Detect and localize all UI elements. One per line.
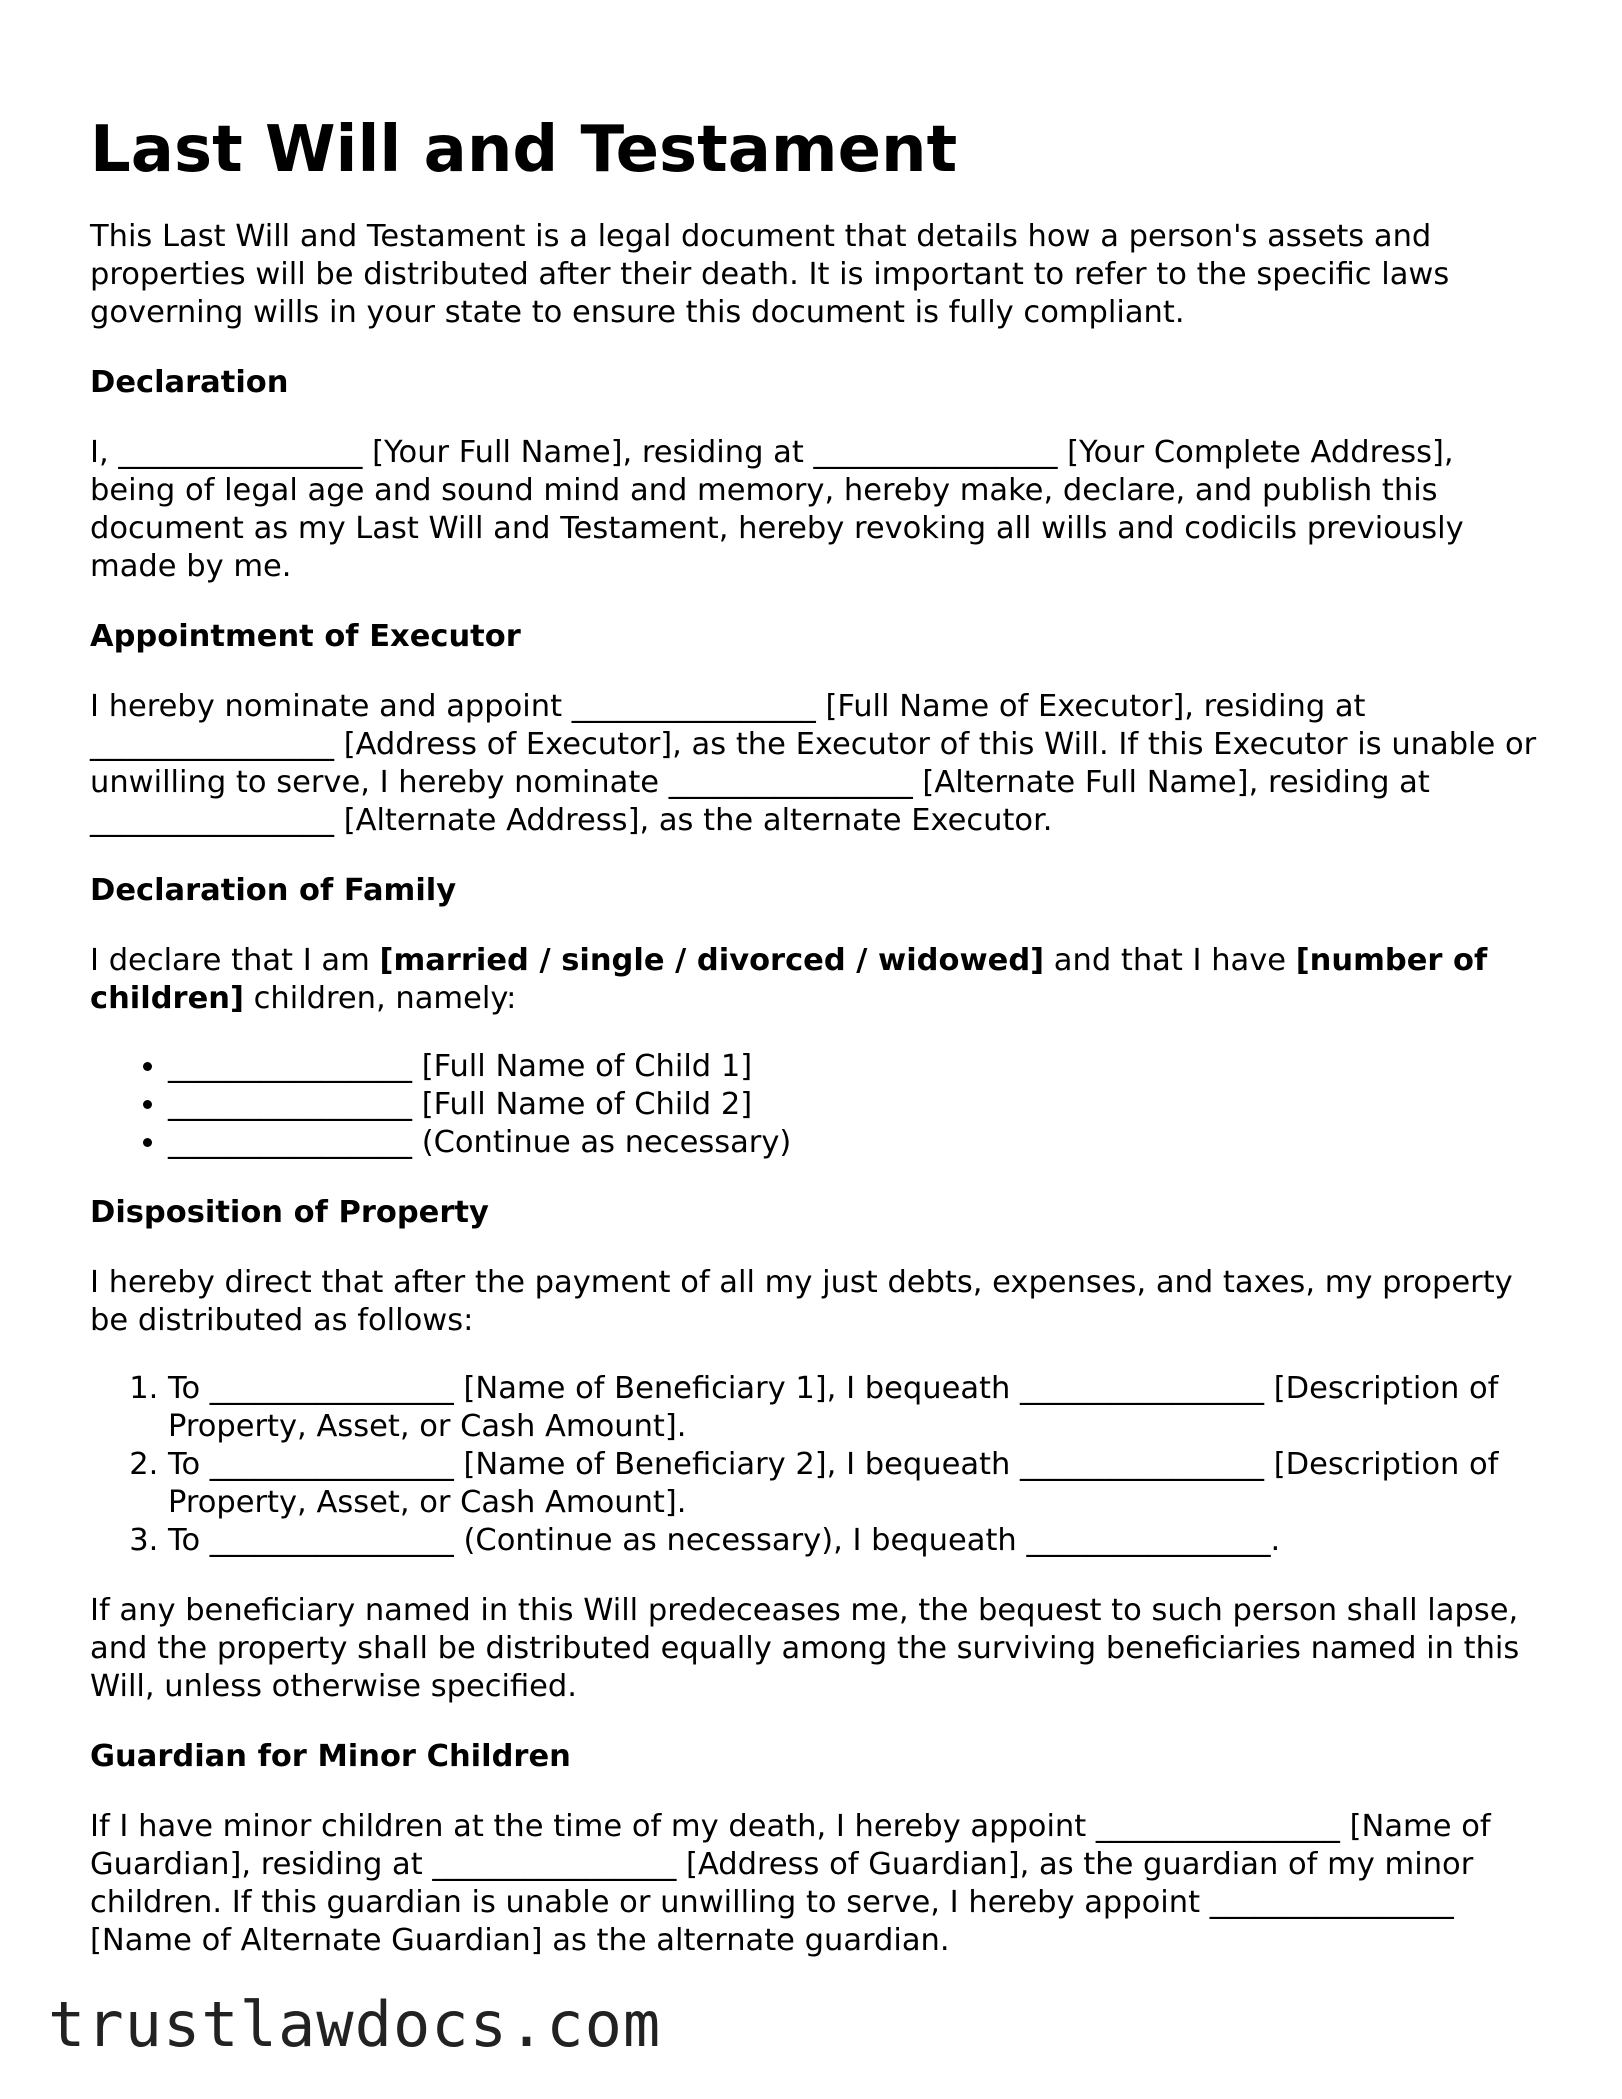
document-title: Last Will and Testament (90, 113, 958, 187)
family-heading: Declaration of Family (90, 873, 457, 908)
list-item: • ________________ [Full Name of Child 2] (168, 1086, 1540, 1124)
executor-heading: Appointment of Executor (90, 619, 521, 654)
family-text-start: I declare that I am (90, 943, 380, 978)
property-paragraph: I hereby direct that after the payment of all my just debts, expenses, and taxes, my property be distributed as follows: (90, 1265, 1513, 1338)
lapse-paragraph: If any beneficiary named in this Will predeceases me, the bequest to such person shall lapse, and the property shall be distributed equally among the surviving beneficiaries named in this Will, unless otherwise specified. (90, 1593, 1520, 1704)
bequest-list (90, 1370, 1540, 1560)
property-heading: Disposition of Property (90, 1195, 489, 1230)
number-of-children: [number of children] (90, 943, 1488, 1016)
declaration-paragraph: I, ________________ [Your Full Name], residing at ________________ [Your Complete Address], being of legal age and sound mind and memory, hereby make, declare, and publish this document as my Last Will and Testament, hereby revoking all wills and codicils previously made by me. (90, 435, 1464, 584)
declaration-heading: Declaration (90, 365, 289, 400)
family-text-end: children, namely: (243, 981, 517, 1016)
list-item: • ________________ [Full Name of Child 1] (168, 1048, 1540, 1086)
list-item: 2. To ________________ [Name of Beneficiary 2], I bequeath ________________ [Description of Property, Asset, or Cash Amount]. (168, 1446, 1540, 1522)
guardian-paragraph: If I have minor children at the time of my death, I hereby appoint ________________ [Name of Guardian], residing at ________________ [Address of Guardian], as the guardian of my minor children. If this guardian is unable or unwilling to serve, I hereby appoint ________________ [Name of Alternate Guardian] as the alternate guardian. (90, 1809, 1491, 1958)
list-item: 1. To ________________ [Name of Beneficiary 1], I bequeath ________________ [Description of Property, Asset, or Cash Amount]. (168, 1370, 1540, 1446)
executor-paragraph: I hereby nominate and appoint ________________ [Full Name of Executor], residing at ________________ [Address of Executor], as the Executor of this Will. If this Executor is unable or unwilling to serve, I hereby nominate ________________ [Alternate Full Name], residing at ________________ [Alternate Address], as the alternate Executor. (90, 689, 1537, 838)
marital-status-options: [married / single / divorced / widowed] (379, 943, 1045, 978)
family-text-mid: and that I have (1044, 943, 1296, 978)
list-item: • ________________ (Continue as necessary) (168, 1124, 1540, 1162)
document-page (90, 108, 1540, 1992)
list-item: 3. To ________________ (Continue as necessary), I bequeath ________________. (168, 1522, 1540, 1560)
watermark: trustlawdocs.com (48, 1988, 662, 2061)
intro-paragraph: This Last Will and Testament is a legal document that details how a person's assets and properties will be distributed after their death. It is important to refer to the specific laws governing wills in your state to ensure this document is fully compliant. (90, 219, 1450, 330)
family-paragraph (90, 942, 1540, 1018)
guardian-heading: Guardian for Minor Children (90, 1739, 571, 1774)
children-list (90, 1048, 1540, 1162)
